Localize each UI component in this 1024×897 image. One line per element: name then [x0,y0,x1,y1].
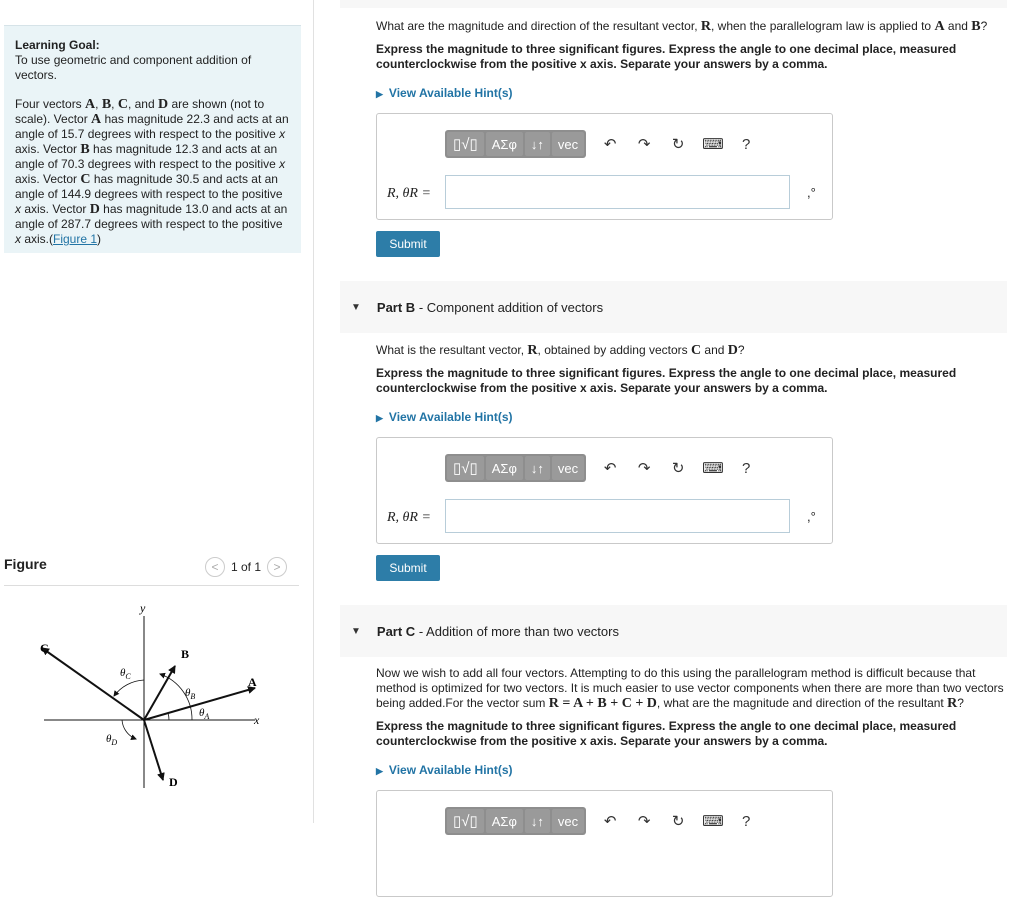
part-a-header[interactable] [340,0,1007,8]
statement-text: , [95,97,102,111]
part-b-answer-box [376,437,833,544]
hint-label: View Available Hint(s) [388,410,513,424]
undo-icon[interactable]: ↶ [603,813,617,830]
part-label: Part C [376,623,416,639]
caret-right-icon: ▶ [376,413,383,423]
arrows-button[interactable]: ↓↑ [525,456,550,480]
vector-symbol: B [101,97,112,112]
statement-text: axis. Vector [15,142,81,156]
vector-d [144,720,163,780]
collapse-caret-icon: ▼ [351,301,361,313]
vector-symbol: C [80,172,91,187]
question-text: and [944,19,972,33]
axis-symbol: x [279,127,286,141]
vector-symbol: B [80,142,90,157]
part-a-hint-link[interactable] [376,86,513,100]
greek-button[interactable]: ΑΣφ [486,132,523,156]
vector-b-label: B [181,647,190,661]
keyboard-icon[interactable]: ⌨ [702,813,724,830]
statement-text: are shown (not to scale). Vector [15,97,265,126]
undo-icon[interactable]: ↶ [603,460,617,477]
templates-button[interactable]: ▯√▯ [447,456,484,480]
question-text: , what are the magnitude and direction of the resultant [656,696,948,710]
chevron-left-icon: < [211,560,219,574]
part-title-text: - Component addition of vectors [415,299,604,315]
hint-label: View Available Hint(s) [388,763,513,777]
axis-symbol: x [279,157,286,171]
part-c-header[interactable] [340,605,1007,657]
caret-right-icon: ▶ [376,89,383,99]
statement-text: axis. Vector [21,202,90,216]
redo-icon[interactable]: ↷ [637,460,651,477]
theta-b-label: $\theta_B$ [185,687,196,701]
caret-right-icon: ▶ [376,766,383,776]
redo-icon[interactable]: ↷ [637,136,651,153]
arrows-button[interactable]: ↓↑ [525,809,550,833]
question-text: Now we wish to add all four vectors. Attempting to do this using the parallelogram method is difficult because that method is optimized for two vectors. It is much easier to use vector components when there are more than two vectors being added.For the vector sum [376,666,1004,710]
help-icon[interactable]: ? [741,812,751,830]
math-toolbar [445,807,756,835]
statement-text: ) [97,232,102,246]
greek-button[interactable]: ΑΣφ [486,809,523,833]
answer-unit: ,° [807,185,816,200]
vector-symbol: A [91,112,102,127]
math-toolbar [445,454,756,482]
question-text: What are the magnitude and direction of the resultant vector, [376,19,701,33]
x-axis-label: x [254,713,260,727]
vec-button[interactable]: vec [552,809,584,833]
submit-button[interactable]: Submit [376,231,440,257]
figure-title: Figure [4,556,47,572]
angle-a-arc [168,713,169,720]
answer-label: R, θR = [387,510,431,525]
question-text: ? [737,343,745,357]
templates-button[interactable]: ▯√▯ [447,132,484,156]
toolbar-group [445,807,586,835]
figure-link[interactable]: Figure 1 [53,232,98,246]
vector-a-label: A [248,675,257,689]
right-panel [340,0,1024,830]
statement-text: , [111,97,118,111]
question-text: , obtained by adding vectors [537,343,691,357]
question-text: What is the resultant vector, [376,343,528,357]
part-a-answer-box [376,113,833,220]
part-b-title [377,300,603,315]
question-text: ? [980,19,988,33]
math-toolbar [445,130,756,158]
part-c-instructions: Express the magnitude to three significant figures. Express the angle to one decimal place, measured counterclockwise from the positive x axis. Separate your answers by a comma. [376,719,957,748]
part-c-title [377,624,619,639]
part-b-instructions: Express the magnitude to three significant figures. Express the angle to one decimal place, measured counterclockwise from the positive x axis. Separate your answers by a comma. [376,366,957,395]
chevron-right-icon: > [273,560,281,574]
templates-button[interactable]: ▯√▯ [447,809,484,833]
part-b-hint-link[interactable] [376,410,513,424]
statement-text: , and [127,97,158,111]
y-axis-label: y [140,601,146,615]
greek-button[interactable]: ΑΣφ [486,456,523,480]
answer-input[interactable] [445,175,790,209]
vector-symbol: B [971,19,981,34]
vector-symbol: A [934,19,945,34]
figure-pager [205,557,287,577]
question-text: ? [957,696,964,710]
part-b-question [376,343,1006,404]
vector-symbol: R [700,19,711,34]
angle-c-arc [114,680,144,696]
part-b-header[interactable] [340,281,1007,333]
theta-d-label: $\theta_D$ [106,733,118,747]
learning-goal-box [4,25,301,253]
part-a-instructions: Express the magnitude to three significant figures. Express the angle to one decimal place, measured counterclockwise from the positive x axis. Separate your answers by a comma. [376,42,957,71]
part-a-question [376,19,1006,80]
hint-label: View Available Hint(s) [388,86,513,100]
vector-symbol: D [89,202,100,217]
help-icon[interactable]: ? [741,135,751,153]
part-c-question [376,666,1006,757]
angle-d-arc [122,720,136,739]
part-c-hint-link[interactable] [376,763,513,777]
redo-icon[interactable]: ↷ [637,813,651,830]
axis-symbol: x [15,202,21,216]
figure-divider [4,585,299,586]
statement-text: has magnitude 12.3 and acts at an angle of 70.3 degrees with respect to the positive [15,142,280,171]
reset-icon[interactable]: ↻ [671,813,685,830]
statement-text: has magnitude 13.0 and acts at an angle of 287.7 degrees with respect to the positive [15,202,288,231]
help-icon[interactable]: ? [741,459,751,477]
toolbar-group [445,454,586,482]
statement-text: axis.( [21,232,54,246]
statement-text: Four vectors [15,97,86,111]
part-title-text: - Addition of more than two vectors [415,623,619,639]
statement-text: axis. Vector [15,172,81,186]
arrows-button[interactable]: ↓↑ [525,132,550,156]
learning-goal-text: To use geometric and component addition of vectors. [15,53,252,82]
panel-divider [313,0,314,823]
vector-symbol: A [85,97,96,112]
theta-a-label: $\theta_A$ [199,707,210,721]
undo-icon[interactable]: ↶ [603,136,617,153]
question-text: and [701,343,728,357]
theta-c-label: $\theta_C$ [120,667,131,681]
vector-symbol: D [158,97,169,112]
question-text: , when the parallelogram law is applied to [710,19,935,33]
toolbar-group [445,130,586,158]
problem-statement [15,97,291,247]
keyboard-icon[interactable]: ⌨ [702,460,724,477]
part-label: Part B [376,299,416,315]
keyboard-icon[interactable]: ⌨ [702,136,724,153]
vector-symbol: D [727,343,738,358]
collapse-caret-icon: ▼ [351,625,361,637]
statement-text: has magnitude 22.3 and acts at an angle of 15.7 degrees with respect to the positive [15,112,289,141]
vec-button[interactable]: vec [552,456,584,480]
part-c-answer-box [376,790,833,897]
vector-c-label: C [40,641,49,655]
reset-icon[interactable]: ↻ [671,460,685,477]
vector-symbol: C [117,97,128,112]
vector-symbol: R [947,696,958,711]
answer-label: R, θR = [387,186,431,201]
vector-symbol: C [690,343,702,358]
answer-unit: ,° [807,509,816,524]
answer-input[interactable] [445,499,790,533]
vec-button[interactable]: vec [552,132,584,156]
figure-page-count: 1 of 1 [231,560,262,574]
vector-figure [10,596,300,796]
vector-sum-expression: R = A + B + C + D [548,696,657,711]
vector-symbol: R [527,343,538,358]
vector-d-label: D [169,775,178,789]
left-panel [0,0,312,823]
prev-figure-button[interactable] [205,557,225,577]
statement-text: has magnitude 30.5 and acts at an angle of 144.9 degrees with respect to the positive [15,172,283,201]
reset-icon[interactable]: ↻ [671,136,685,153]
next-figure-button[interactable] [267,557,287,577]
learning-goal-heading: Learning Goal: [15,38,100,52]
axis-symbol: x [15,232,21,246]
submit-button[interactable]: Submit [376,555,440,581]
